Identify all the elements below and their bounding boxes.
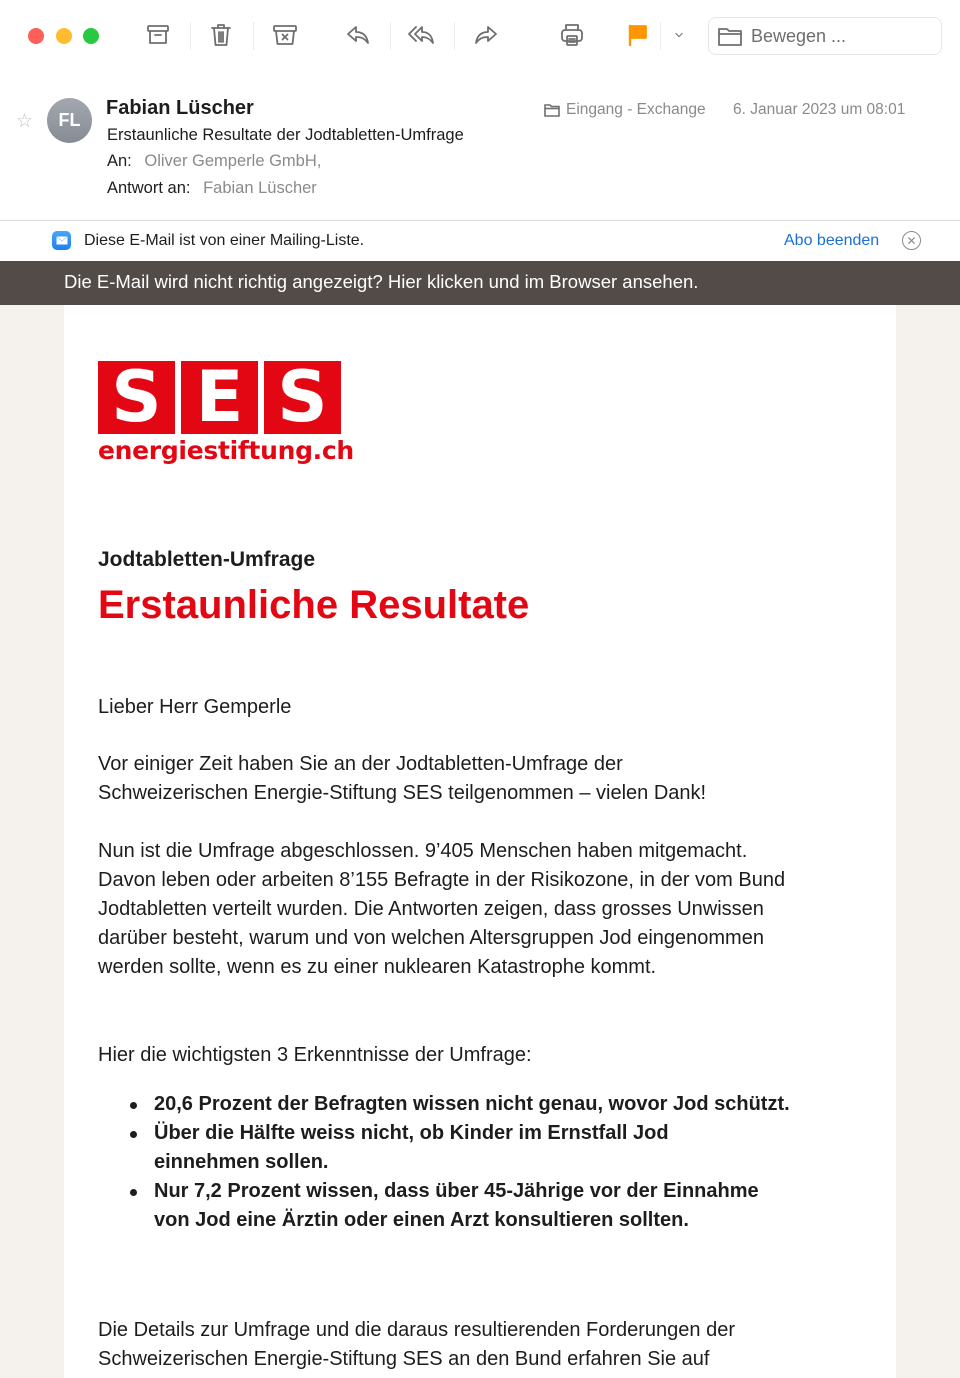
paragraph-results: Nun ist die Umfrage abgeschlossen. 9’405 Menschen haben mitgemacht. Davon leben oder arbeiten 8’155 Befragte in der Risikozone, in der vom Bund Jodtabletten verteilt wurden. Die Antworten zeigen, dass grosses Unwissen darüber besteht, warum und von welchen Altersgruppen Jod eingenommen werden sollte, wenn es zu einer nuklearen Katastrophe kommt. — [98, 840, 786, 978]
email-background-left — [0, 305, 64, 1378]
logo-letters — [98, 361, 342, 434]
view-in-browser-link[interactable]: Die E-Mail wird nicht richtig angezeigt? Hier klicken und im Browser ansehen. — [0, 261, 960, 305]
move-to-folder-button[interactable] — [708, 17, 942, 55]
reply-to-row — [107, 179, 317, 198]
message-header — [0, 72, 960, 220]
star-icon[interactable]: ☆ — [16, 111, 34, 132]
email-background-right — [896, 305, 960, 1378]
chevron-down-icon — [672, 28, 686, 42]
flag-menu-button[interactable] — [664, 20, 694, 50]
trash-button[interactable] — [206, 20, 236, 50]
print-button[interactable] — [557, 20, 587, 50]
headline: Erstaunliche Resultate — [98, 583, 530, 627]
reply-all-icon — [408, 22, 434, 48]
paragraph-details: Die Details zur Umfrage und die daraus resultierenden Forderungen der Schweizerischen Energie-Stiftung SES an den Bund erfahren Sie auf — [98, 1319, 736, 1370]
folder-icon — [717, 25, 743, 47]
ses-logo[interactable] — [98, 361, 354, 465]
email-content — [64, 305, 896, 1378]
greeting: Lieber Herr Gemperle — [98, 696, 292, 718]
toolbar-divider — [660, 22, 661, 50]
close-icon[interactable]: ✕ — [902, 231, 921, 250]
reply-to-label: Antwort an: — [107, 179, 191, 197]
toolbar-divider — [190, 22, 191, 50]
message-date: 6. Januar 2023 um 08:01 — [733, 101, 906, 118]
toolbar-divider — [390, 22, 391, 50]
subject: Erstaunliche Resultate der Jodtabletten-Umfrage — [107, 126, 464, 144]
to-label: An: — [107, 152, 132, 170]
finding-item: Nur 7,2 Prozent wissen, dass über 45-Jährige vor der Einnahme von Jod eine Ärztin oder einen Arzt konsultieren sollten. — [130, 1177, 790, 1235]
reply-all-button[interactable] — [406, 20, 436, 50]
toolbar-divider — [454, 22, 455, 50]
mailing-list-banner — [0, 220, 960, 261]
trash-icon — [208, 22, 234, 48]
recipient-row — [107, 152, 321, 171]
reply-to-value[interactable]: Fabian Lüscher — [203, 179, 317, 197]
logo-letter: S — [98, 361, 175, 434]
archive-icon — [145, 22, 171, 48]
junk-icon — [272, 22, 298, 48]
mailing-list-text: Diese E-Mail ist von einer Mailing-Liste. — [84, 232, 365, 249]
print-icon — [559, 22, 585, 48]
logo-letter: E — [181, 361, 258, 434]
forward-button[interactable] — [471, 20, 501, 50]
folder-icon — [544, 103, 560, 117]
mailbox-name: Eingang - Exchange — [566, 101, 706, 118]
mail-app-icon — [52, 231, 71, 250]
envelope-icon — [56, 236, 68, 245]
kicker: Jodtabletten-Umfrage — [98, 548, 316, 571]
flag-button[interactable] — [623, 20, 653, 50]
mailbox-label — [544, 101, 706, 119]
unsubscribe-link[interactable]: Abo beenden — [784, 232, 880, 249]
toolbar — [0, 0, 960, 72]
sender-name: Fabian Lüscher — [106, 97, 254, 119]
archive-button[interactable] — [143, 20, 173, 50]
forward-icon — [473, 22, 499, 48]
window-zoom-button[interactable] — [83, 28, 99, 44]
move-label: Bewegen ... — [751, 25, 847, 46]
findings-list — [130, 1090, 790, 1235]
finding-item: Über die Hälfte weiss nicht, ob Kinder im Ernstfall Jod einnehmen sollen. — [130, 1119, 690, 1177]
paragraph-intro: Vor einiger Zeit haben Sie an der Jodtabletten-Umfrage der Schweizerischen Energie-Stiftung SES teilgenommen – vielen Dank! — [98, 753, 707, 804]
reply-icon — [345, 22, 371, 48]
window-close-button[interactable] — [28, 28, 44, 44]
toolbar-divider — [253, 22, 254, 50]
reply-button[interactable] — [343, 20, 373, 50]
logo-letter: S — [264, 361, 341, 434]
finding-item: 20,6 Prozent der Befragten wissen nicht genau, wovor Jod schützt. — [130, 1090, 790, 1119]
flag-icon — [625, 22, 651, 48]
logo-url: energiestiftung.ch — [98, 436, 354, 465]
paragraph-findings-intro: Hier die wichtigsten 3 Erkenntnisse der Umfrage: — [98, 1044, 532, 1066]
avatar: FL — [47, 98, 92, 143]
to-value[interactable]: Oliver Gemperle GmbH, — [144, 152, 322, 170]
junk-button[interactable] — [270, 20, 300, 50]
window-minimize-button[interactable] — [56, 28, 72, 44]
